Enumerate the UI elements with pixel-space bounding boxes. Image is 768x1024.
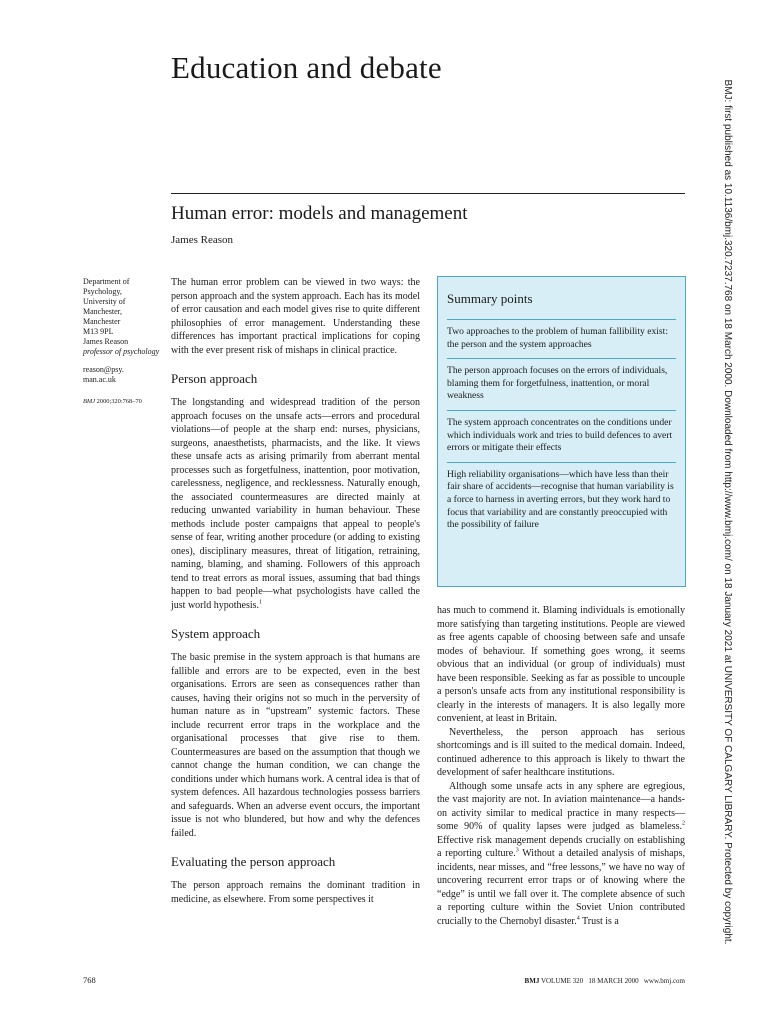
right-text-c: Without a detailed analysis of mishaps, incidents, near misses, and “free lessons,” we have no way of uncovering recurrent error traps or of knowing where the “edge” is until we fall over it. The complete absence of such a reporting culture within the Soviet Union contributed crucially to the Chernobyl disaster.	[437, 848, 686, 927]
email-line[interactable]: reason@psy.	[83, 365, 124, 374]
citation-detail: 2000;320:768–70	[95, 398, 142, 405]
summary-point: Two approaches to the problem of human fallibility exist: the person and the system approaches	[447, 319, 676, 358]
footer-date: 18 MARCH 2000	[588, 977, 639, 985]
summary-point: High reliability organisations—which have less than their fair share of accidents—recognise that human variability is a force to harness in averting errors, but they work hard to focus that variability and are constantly preoccupied with the possibility of failure	[447, 462, 676, 539]
right-column	[437, 604, 685, 928]
affiliation-line: Psychology,	[83, 287, 122, 296]
intro-paragraph: The human error problem can be viewed in two ways: the person approach and the system approach. Each has its model of error causation and each model gives rise to quite different philosophies of error management. Understanding these differences has important practical implications for coping with the ever present risk of mishaps in clinical practice.	[171, 277, 420, 356]
affiliation-line: Manchester	[83, 317, 121, 326]
person-approach-paragraph	[171, 396, 420, 612]
summary-point: The person approach focuses on the errors of individuals, blaming them for forgetfulness, inattention, or moral weakness	[447, 358, 676, 410]
section-heading: Education and debate	[171, 50, 442, 85]
summary-points-box	[437, 276, 686, 587]
right-paragraph-1: has much to commend it. Blaming individuals is emotionally more satisfying than targeting institutions. People are viewed as free agents capable of choosing between safe and unsafe modes of behaviour. If something goes wrong, it seems obvious that an individual (or group of individuals) must have been responsible. Seeking as far as possible to uncouple a person's unsafe acts from any institutional responsibility is clearly in the interests of managers. It is also legally more convenient, at least in Britain.	[437, 605, 685, 724]
reference-mark: 2	[682, 820, 685, 827]
reference-mark: 3	[515, 847, 519, 854]
email-line[interactable]: man.ac.uk	[83, 375, 116, 384]
right-text-b: Effective risk management depends crucially on establishing a reporting culture.	[437, 834, 685, 859]
right-paragraph-3	[437, 780, 685, 929]
footer-site[interactable]: www.bmj.com	[643, 977, 685, 985]
person-approach-heading: Person approach	[171, 371, 258, 386]
sidebar-author-name: James Reason	[83, 337, 129, 346]
person-approach-text: The longstanding and widespread tradition of the person approach focuses on the unsafe acts—errors and procedural violations—of people at the sharp end: nurses, physicians, surgeons, anaesthetists, pharmacists, and the like. It views these unsafe acts as arising primarily from aberrant mental processes such as forgetfulness, inattention, poor motivation, carelessness, negligence, and recklessness. Naturally enough, the associated countermeasures are directed mainly at reducing unwanted variability in human behaviour. These methods include poster campaigns that appeal to people's sense of fear, writing another procedure (or adding to existing ones), disciplinary measures, threat of litigation, retraining, naming, blaming, and shaming. Followers of this approach tend to treat errors as moral issues, assuming that bad things happen to bad people—what psychologists have called the just world hypothesis.	[171, 397, 420, 611]
author-affiliation-sidebar	[83, 277, 165, 407]
summary-point: The system approach concentrates on the conditions under which individuals work and tries to build defences to avert errors or mitigate their effects	[447, 410, 676, 462]
affiliation-line: M13 9PL	[83, 327, 114, 336]
copyright-margin-note: BMJ: first published as 10.1136/bmj.320.7237.768 on 18 March 2000. Downloaded from http://www.bmj.com/ on 18 January 2021 at UNIVERSITY OF CALGARY LIBRARY. Protected by copyright.	[722, 79, 733, 945]
footer-journal: BMJ	[524, 977, 540, 985]
sidebar-author-role: professor of psychology	[83, 347, 160, 356]
citation	[83, 397, 165, 407]
affiliation-line: University of	[83, 297, 126, 306]
footer-journal-info	[525, 977, 685, 985]
right-text-a: Although some unsafe acts in any sphere are egregious, the vast majority are not. In aviation maintenance—a hands-on activity similar to medical practice in many respects—some 90% of quality lapses were judged as blameless.	[437, 780, 685, 832]
title-rule	[171, 193, 685, 194]
left-column	[171, 276, 420, 906]
evaluating-paragraph: The person approach remains the dominant tradition in medicine, as elsewhere. From some perspectives it	[171, 880, 420, 905]
article-author: James Reason	[171, 234, 234, 246]
citation-journal: BMJ	[83, 398, 96, 405]
right-text-d: Trust is a	[579, 915, 619, 927]
reference-mark: 1	[259, 599, 263, 606]
reference-mark: 4	[576, 915, 580, 922]
system-approach-heading: System approach	[171, 626, 261, 641]
page-number: 768	[83, 975, 96, 985]
right-paragraph-2: Nevertheless, the person approach has serious shortcomings and is ill suited to the medical domain. Indeed, continued adherence to this approach is likely to thwart the development of safer healthcare institutions.	[437, 726, 685, 778]
summary-heading: Summary points	[447, 291, 533, 306]
footer-volume: VOLUME 320	[539, 977, 584, 985]
affiliation-line: Manchester,	[83, 307, 122, 316]
system-approach-paragraph: The basic premise in the system approach is that humans are fallible and errors are to be expected, even in the best organisations. Errors are seen as consequences rather than causes, having their origins not so much in the perversity of human nature as in “upstream” systemic factors. These include recurrent error traps in the workplace and the organisational processes that give rise to them. Countermeasures are based on the assumption that though we cannot change the human condition, we can change the conditions under which humans work. A central idea is that of system defences. All hazardous technologies possess barriers and safeguards. When an adverse event occurs, the important issue is not who blundered, but how and why the defences failed.	[171, 652, 420, 839]
article-title: Human error: models and management	[171, 203, 468, 224]
affiliation-line: Department of	[83, 277, 130, 286]
evaluating-heading: Evaluating the person approach	[171, 854, 336, 869]
